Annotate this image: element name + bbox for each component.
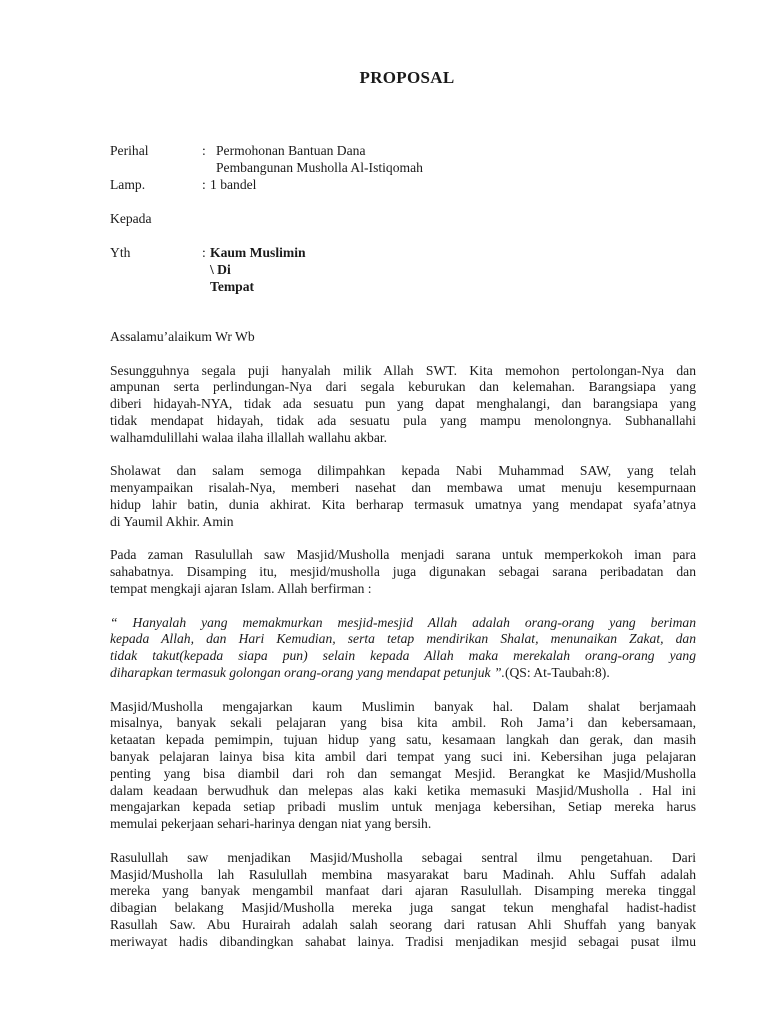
paragraph-line: di Yaumil Akhir. Amin: [110, 513, 234, 529]
paragraph-line: mengajarkan kepada setiap pribadi muslim untuk menjaga kebersihan, Setiap mereka harus: [110, 799, 696, 815]
paragraph-line: Pada zaman Rasulullah saw Masjid/Musholla menjadi sarana untuk memperkokoh iman para: [110, 547, 696, 563]
quote-last-line: [110, 665, 696, 682]
perihal-row: [110, 142, 696, 176]
paragraph-line: tempat mengkaji ajaran Islam. Allah berfirman :: [110, 580, 372, 596]
paragraph-line: ampunan serta perlindungan-Nya dari segala keburukan dan kelemahan. Barangsiapa yang: [110, 379, 696, 395]
lamp-value: 1 bandel: [210, 177, 257, 192]
paragraph-line: penting yang bisa diambil dari roh dan semangat Mesjid. Berangkat ke Masjid/Musholla: [110, 765, 696, 781]
paragraph-line: hidup lahir batin, dunia akhirat. Kita berharap termasuk umatnya yang mendapat syafa’atnya: [110, 496, 696, 512]
lamp-row: [110, 176, 696, 193]
letter-header: [110, 142, 696, 295]
paragraph-5: [110, 850, 696, 951]
letter-body: [110, 329, 696, 950]
paragraph-3: [110, 547, 696, 597]
yth-row: [110, 244, 696, 295]
paragraph-line: diberi hidayah-NYA, tidak ada sesuatu pun yang dapat menghalangi, dan barangsiapa yang: [110, 396, 696, 412]
yth-label: Yth: [110, 245, 131, 260]
document-page: [110, 68, 696, 967]
perihal-value-line-1: Permohonan Bantuan Dana: [216, 143, 366, 158]
kepada-label: Kepada: [110, 211, 152, 226]
paragraph-line: Masjid/Musholla lah Rasulullah membina masyarakat baru Madinah. Ahlu Suffah adalah: [110, 866, 696, 882]
paragraph-line: banyak pelajaran lainya bisa kita ambil dari tempat yang suci ini. Kebersihan juga pelajaran: [110, 748, 696, 764]
yth-value: [210, 244, 696, 295]
perihal-value: [210, 142, 696, 176]
paragraph-line: Sesungguhnya segala puji hanyalah milik Allah SWT. Kita memohon pertolongan-Nya dan: [110, 362, 696, 378]
document-title: PROPOSAL: [359, 68, 455, 87]
paragraph-line: mereka yang banyak mengambil manfaat dari ajaran Rasulullah. Disamping mereka tinggal: [110, 883, 696, 899]
perihal-colon: :: [202, 143, 206, 158]
paragraph-1: [110, 363, 696, 447]
yth-value-line-2: \ Di: [210, 262, 231, 277]
paragraph-line: dibagian belakang Masjid/Musholla mereka juga sangat tekun menghafal hadist-hadist: [110, 900, 696, 916]
paragraph-line: sahabatnya. Disamping itu, mesjid/musholla juga digunakan sebagai sarana peribadatan dan: [110, 564, 696, 580]
paragraph-2: [110, 463, 696, 530]
paragraph-4: [110, 699, 696, 833]
quran-quote: [110, 615, 696, 682]
perihal-label: Perihal: [110, 143, 149, 158]
paragraph-line: walhamdulillahi walaa ilaha illallah wallahu akbar.: [110, 429, 388, 445]
lamp-colon: :: [202, 177, 206, 192]
quote-reference: (QS: At-Taubah:8).: [504, 664, 610, 680]
paragraph-line: misalnya, banyak sekali pelajaran yang bisa kita ambil. Roh Jama’i dan kebersamaan,: [110, 715, 696, 731]
lamp-label: Lamp.: [110, 177, 146, 192]
paragraph-line: meriwayat hadis dibandingkan sahabat lainya. Tradisi menjadikan mesjid sebagai pusat ilmu: [110, 933, 696, 949]
quote-line: tidak takut(kepada siapa pun) selain kepada Allah maka merekalah orang-orang yang: [110, 648, 696, 664]
yth-value-line-1: Kaum Muslimin: [210, 245, 306, 260]
quote-line: diharapkan termasuk golongan orang-orang yang mendapat petunjuk ”.: [110, 664, 505, 680]
greeting: Assalamu’alaikum Wr Wb: [110, 329, 255, 344]
paragraph-line: Rasullah Saw. Abu Hurairah adalah salah seorang dari ratusan Ahli Shuffah yang banyak: [110, 916, 696, 932]
paragraph-line: ketaatan kepada pemimpin, tujuan hidup yang satu, kesamaan langkah dan gerak, dan masih: [110, 732, 696, 748]
paragraph-line: Masjid/Musholla mengajarkan kaum Muslimin banyak hal. Dalam shalat berjamaah: [110, 698, 696, 714]
paragraph-line: menyampaikan risalah-Nya, memberi nasehat dan membawa umat menuju kesempurnaan: [110, 480, 696, 496]
quote-line: “ Hanyalah yang memakmurkan mesjid-mesjid Allah adalah orang-orang yang beriman: [110, 614, 696, 630]
yth-value-line-3: Tempat: [210, 279, 255, 294]
paragraph-line: Sholawat dan salam semoga dilimpahkan kepada Nabi Muhammad SAW, yang telah: [110, 463, 696, 479]
paragraph-line: Rasulullah saw menjadikan Masjid/Musholla sebagai sentral ilmu pengetahuan. Dari: [110, 849, 696, 865]
yth-colon: :: [202, 245, 206, 260]
quote-line: kepada Allah, dan Hari Kemudian, serta tetap mendirikan Shalat, menunaikan Zakat, dan: [110, 631, 696, 647]
kepada-row: [110, 210, 696, 227]
paragraph-line: tidak mendapat hidayah, tidak ada sesuatu pula yang mampu menolongnya. Subhanallahi: [110, 412, 696, 428]
paragraph-line: memulai pekerjaan sehari-harinya dengan niat yang bersih.: [110, 816, 432, 832]
paragraph-line: dalam keadaan berwudhuk dan melepas alas kaki ketika memasuki Masjid/Musholla . Hal ini: [110, 782, 696, 798]
perihal-value-line-2: Pembangunan Musholla Al-Istiqomah: [216, 160, 423, 175]
